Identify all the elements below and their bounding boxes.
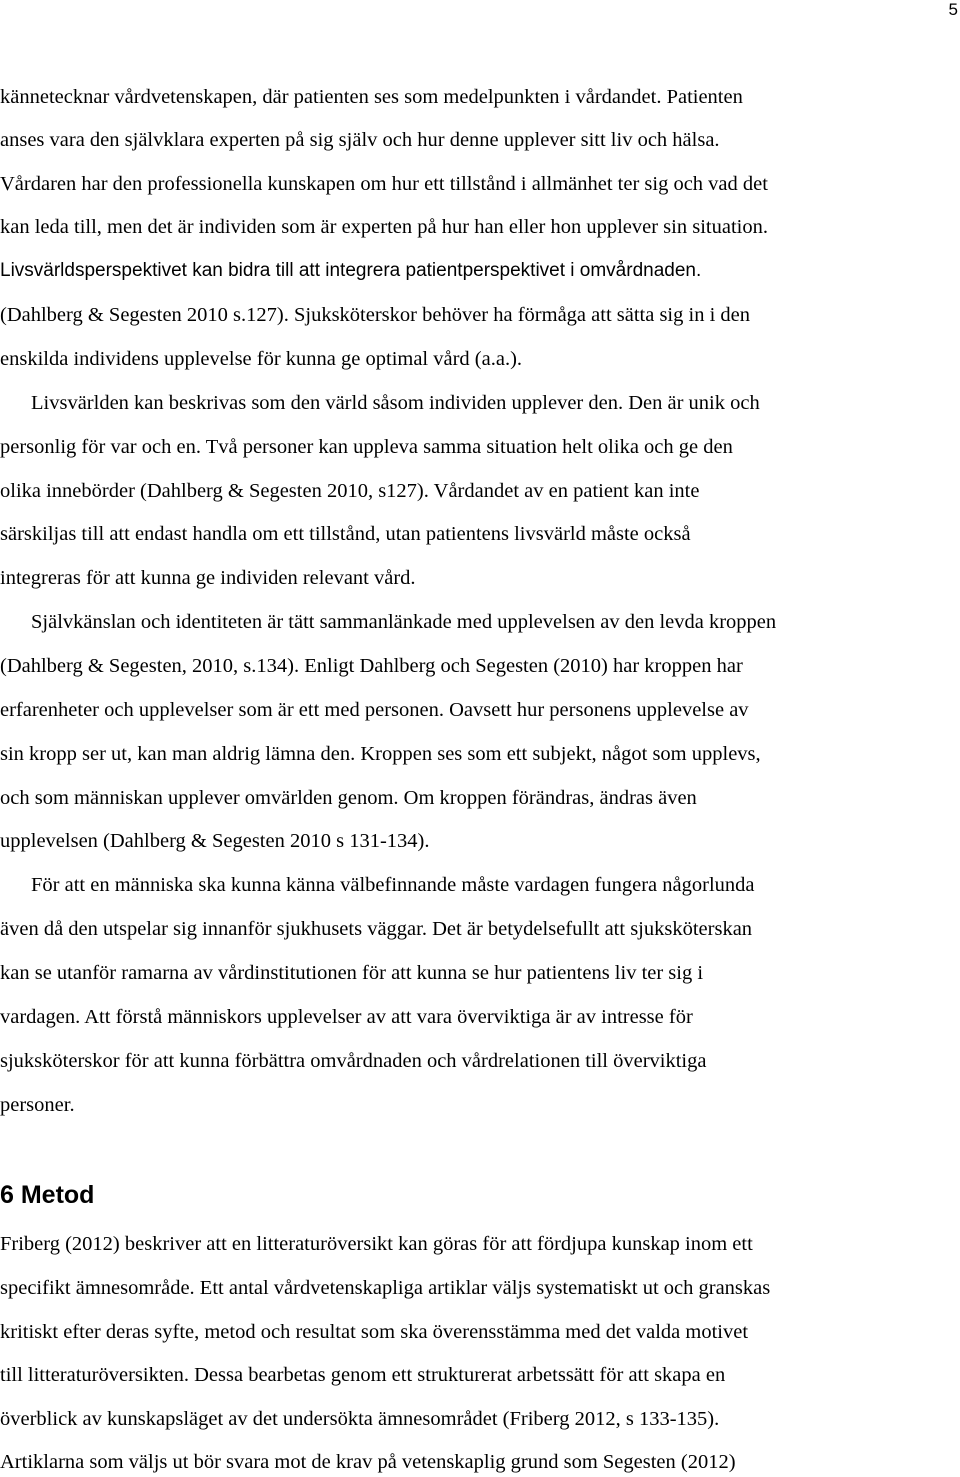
section-heading: 6 Metod <box>0 1181 95 1209</box>
text-line: erfarenheter och upplevelser som är ett med personen. Oavsett hur personens upplevelse av <box>0 699 749 721</box>
page-number: 5 <box>948 0 958 19</box>
text-line: kännetecknar vårdvetenskapen, där patienten ses som medelpunkten i vårdandet. Patienten <box>0 86 743 108</box>
text-line: till litteraturöversikten. Dessa bearbetas genom ett strukturerat arbetssätt för att skapa en <box>0 1364 726 1386</box>
text-line: och som människan upplever omvärlden genom. Om kroppen förändras, ändras även <box>0 787 697 809</box>
text-line: Livsvärlden kan beskrivas som den värld såsom individen upplever den. Den är unik och <box>31 392 760 414</box>
text-line: Livsvärldsperspektivet kan bidra till att integrera patientperspektivet i omvårdnaden. <box>0 260 702 281</box>
text-line: kan leda till, men det är individen som är experten på hur han eller hon upplever sin situation. <box>0 216 768 238</box>
text-line: enskilda individens upplevelse för kunna ge optimal vård (a.a.). <box>0 348 523 370</box>
text-line: Självkänslan och identiteten är tätt sammanlänkade med upplevelsen av den levda kroppen <box>31 611 777 633</box>
text-line: personer. <box>0 1094 75 1116</box>
text-line: specifikt ämnesområde. Ett antal vårdvetenskapliga artiklar väljs systematiskt ut och granskas <box>0 1277 771 1299</box>
text-line: kan se utanför ramarna av vårdinstitutionen för att kunna se hur patientens liv ter sig i <box>0 962 704 984</box>
text-line: överblick av kunskapsläget av det undersökta ämnesområdet (Friberg 2012, s 133-135). <box>0 1408 720 1430</box>
text-line: Vårdaren har den professionella kunskapen om hur ett tillstånd i allmänhet ter sig och vad det <box>0 173 768 195</box>
text-line: Artiklarna som väljs ut bör svara mot de krav på vetenskaplig grund som Segesten (2012) <box>0 1451 736 1473</box>
text-line: (Dahlberg & Segesten, 2010, s.134). Enligt Dahlberg och Segesten (2010) har kroppen har <box>0 655 743 677</box>
text-line: sin kropp ser ut, kan man aldrig lämna den. Kroppen ses som ett subjekt, något som upplevs, <box>0 743 761 765</box>
text-line: personlig för var och en. Två personer kan uppleva samma situation helt olika och ge den <box>0 436 733 458</box>
text-line: anses vara den självklara experten på sig själv och hur denne upplever sitt liv och hälsa. <box>0 129 720 151</box>
text-line: särskiljas till att endast handla om ett tillstånd, utan patientens livsvärld måste också <box>0 523 691 545</box>
text-line: upplevelsen (Dahlberg & Segesten 2010 s 131-134). <box>0 830 430 852</box>
text-line: även då den utspelar sig innanför sjukhusets väggar. Det är betydelsefullt att sjuksköterskan <box>0 918 753 940</box>
text-line: kritiskt efter deras syfte, metod och resultat som ska överensstämma med det valda motivet <box>0 1321 749 1343</box>
text-line: sjuksköterskor för att kunna förbättra omvårdnaden och vårdrelationen till överviktiga <box>0 1050 707 1072</box>
text-line: vardagen. Att förstå människors upplevelser av att vara överviktiga är av intresse för <box>0 1006 693 1028</box>
text-line: För att en människa ska kunna känna välbefinnande måste vardagen fungera någorlunda <box>31 874 755 896</box>
text-line: (Dahlberg & Segesten 2010 s.127). Sjuksköterskor behöver ha förmåga att sätta sig in i den <box>0 304 750 326</box>
text-line: integreras för att kunna ge individen relevant vård. <box>0 567 416 589</box>
text-line: olika innebörder (Dahlberg & Segesten 2010, s127). Vårdandet av en patient kan inte <box>0 480 700 502</box>
text-line: Friberg (2012) beskriver att en litteraturöversikt kan göras för att fördjupa kunskap inom ett <box>0 1233 753 1255</box>
